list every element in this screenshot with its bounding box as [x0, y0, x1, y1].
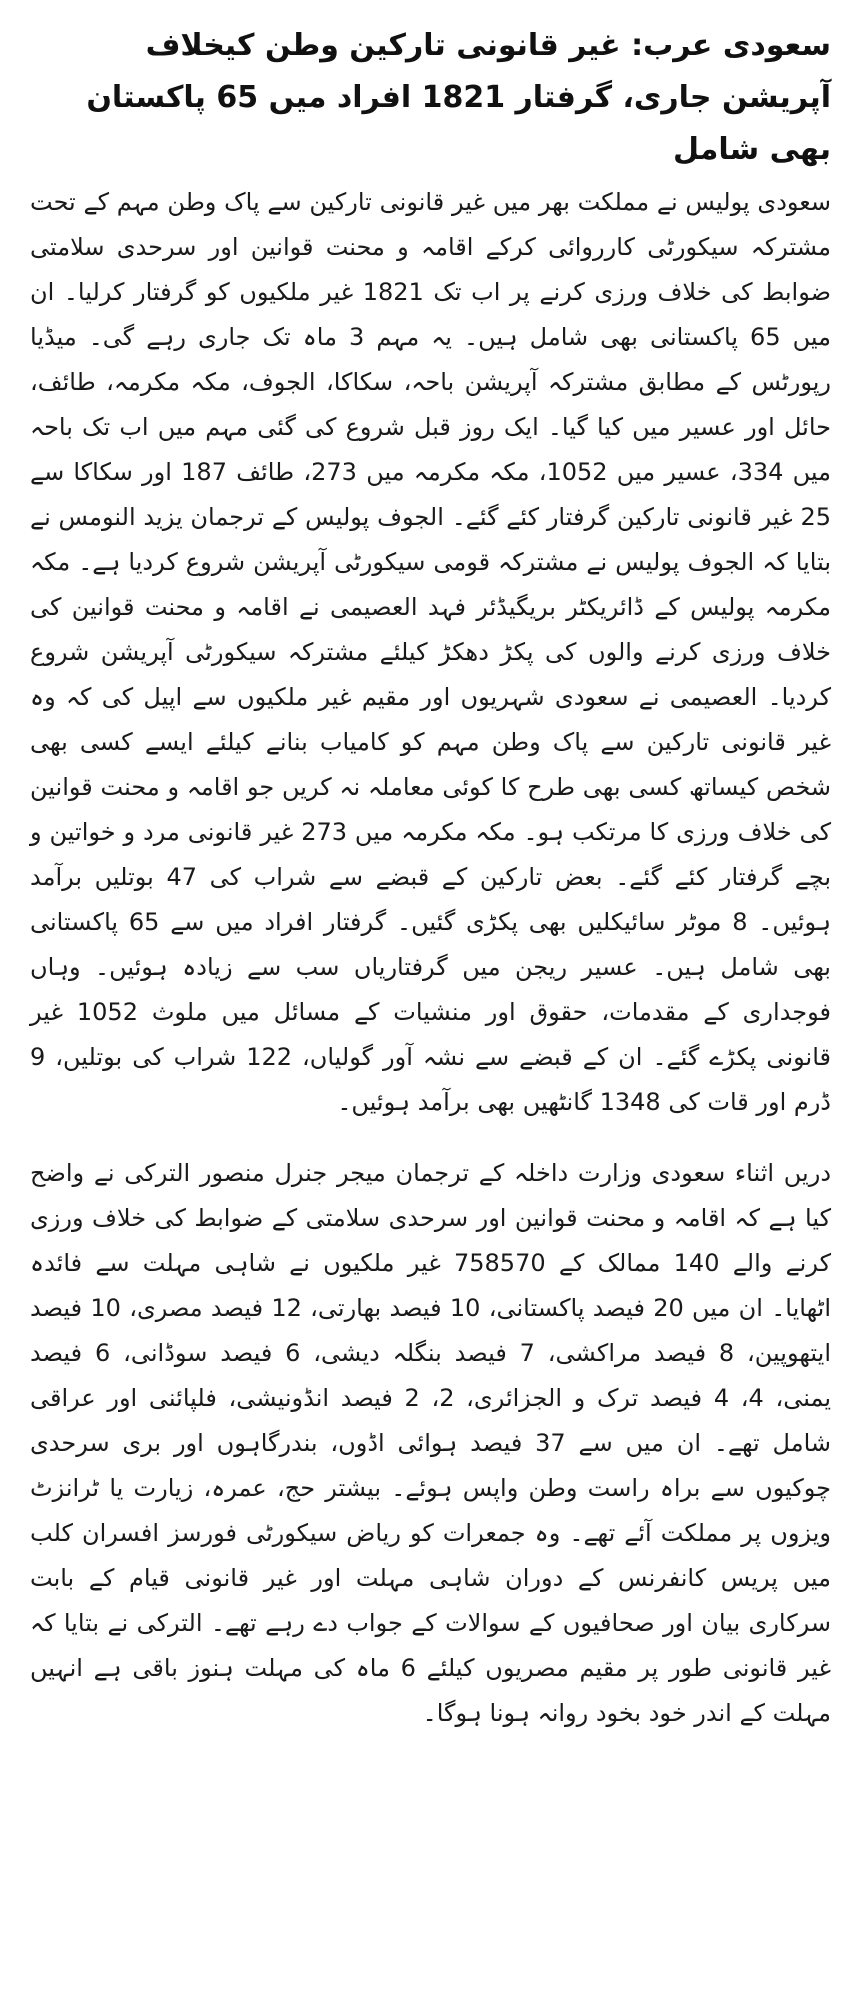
article-paragraph: دریں اثناء سعودی وزارت داخلہ کے ترجمان میجر جنرل منصور الترکی نے واضح کیا ہے کہ اقامہ و محنت قوانین اور سرحدی سلامتی کے ضوابط کی خلاف ورزی کرنے والے 140 ممالک کے 758570 غیر ملکیوں نے شاہی مہلت سے فائدہ اٹھایا۔ ان میں 20 فیصد پاکستانی، 10 فیصد بھارتی، 12 فیصد مصری، 10 فیصد ایتھوپین، 8 فیصد مراکشی، 7 فیصد بنگلہ دیشی، 6 فیصد سوڈانی، 6 فیصد یمنی، 4، 4 فیصد ترک و الجزائری، 2، 2 فیصد انڈونیشی، فلپائنی اور عراقی شامل تھے۔ ان میں سے 37 فیصد ہوائی اڈوں، بندرگاہوں اور بری سرحدی چوکیوں سے براہ راست وطن واپس ہوئے۔ بیشتر حج، عمرہ، زیارت یا ٹرانزٹ ویزوں پر مملکت آئے تھے۔ وہ جمعرات کو ریاض سیکورٹی فورسز افسران کلب میں پریس کانفرنس کے دوران شاہی مہلت اور غیر قانونی قیام کے بابت سرکاری بیان اور صحافیوں کے سوالات کے جواب دے رہے تھے۔ الترکی نے بتایا کہ غیر قانونی طور پر مقیم مصریوں کیلئے 6 ماہ کی مہلت ہنوز باقی ہے انہیں مہلت کے اندر خود بخود روانہ ہونا ہوگا۔: [30, 1159, 832, 1727]
article-headline: سعودی عرب: غیر قانونی تارکین وطن کیخلاف آپریشن جاری، گرفتار 1821 افراد میں 65 پاکستان بھی شامل: [86, 28, 831, 167]
article-paragraph: سعودی پولیس نے مملکت بھر میں غیر قانونی تارکین سے پاک وطن مہم کے تحت مشترکہ سیکورٹی کارروائی کرکے اقامہ و محنت قوانین اور سرحدی سلامتی ضوابط کی خلاف ورزی کرنے پر اب تک 1821 غیر ملکیوں کو گرفتار کرلیا۔ ان میں 65 پاکستانی بھی شامل ہیں۔ یہ مہم 3 ماہ تک جاری رہے گی۔ میڈیا رپورٹس کے مطابق مشترکہ آپریشن باحہ، سکاکا، الجوف، مکہ مکرمہ، طائف، حائل اور عسیر میں کیا گیا۔ ایک روز قبل شروع کی گئی مہم میں اب تک باحہ میں 334، عسیر میں 1052، مکہ مکرمہ میں 273، طائف 187 اور سکاکا سے 25 غیر قانونی تارکین گرفتار کئے گئے۔ الجوف پولیس کے ترجمان یزید النومس نے بتایا کہ الجوف پولیس نے مشترکہ قومی سیکورٹی آپریشن شروع کردیا ہے۔ مکہ مکرمہ پولیس کے ڈائریکٹر بریگیڈئر فہد العصیمی نے اقامہ و محنت قوانین کی خلاف ورزی کرنے والوں کی پکڑ دھکڑ کیلئے مشترکہ سیکورٹی آپریشن شروع کردیا۔ العصیمی نے سعودی شہریوں اور مقیم غیر ملکیوں سے اپیل کی کہ وہ غیر قانونی تارکین سے پاک وطن مہم کو کامیاب بنانے کیلئے ایسے کسی بھی شخص کیساتھ کسی بھی طرح کا کوئی معاملہ نہ کریں جو اقامہ و محنت قوانین کی خلاف ورزی کا مرتکب ہو۔ مکہ مکرمہ میں 273 غیر قانونی مرد و خواتین و بچے گرفتار کئے گئے۔ بعض تارکین کے قبضے سے شراب کی 47 بوتلیں برآمد ہوئیں۔ 8 موٹر سائیکلیں بھی پکڑی گئیں۔ گرفتار افراد میں سے 65 پاکستانی بھی شامل ہیں۔ عسیر ریجن میں گرفتاریاں سب سے زیادہ ہوئیں۔ وہاں فوجداری کے مقدمات، حقوق اور منشیات کے مسائل میں ملوث 1052 غیر قانونی پکڑے گئے۔ ان کے قبضے سے نشہ آور گولیاں، 122 شراب کی بوتلیں، 9 ڈرم اور قات کی 1348 گانٹھیں بھی برآمد ہوئیں۔: [30, 188, 832, 1116]
news-article: [30, 20, 831, 1736]
